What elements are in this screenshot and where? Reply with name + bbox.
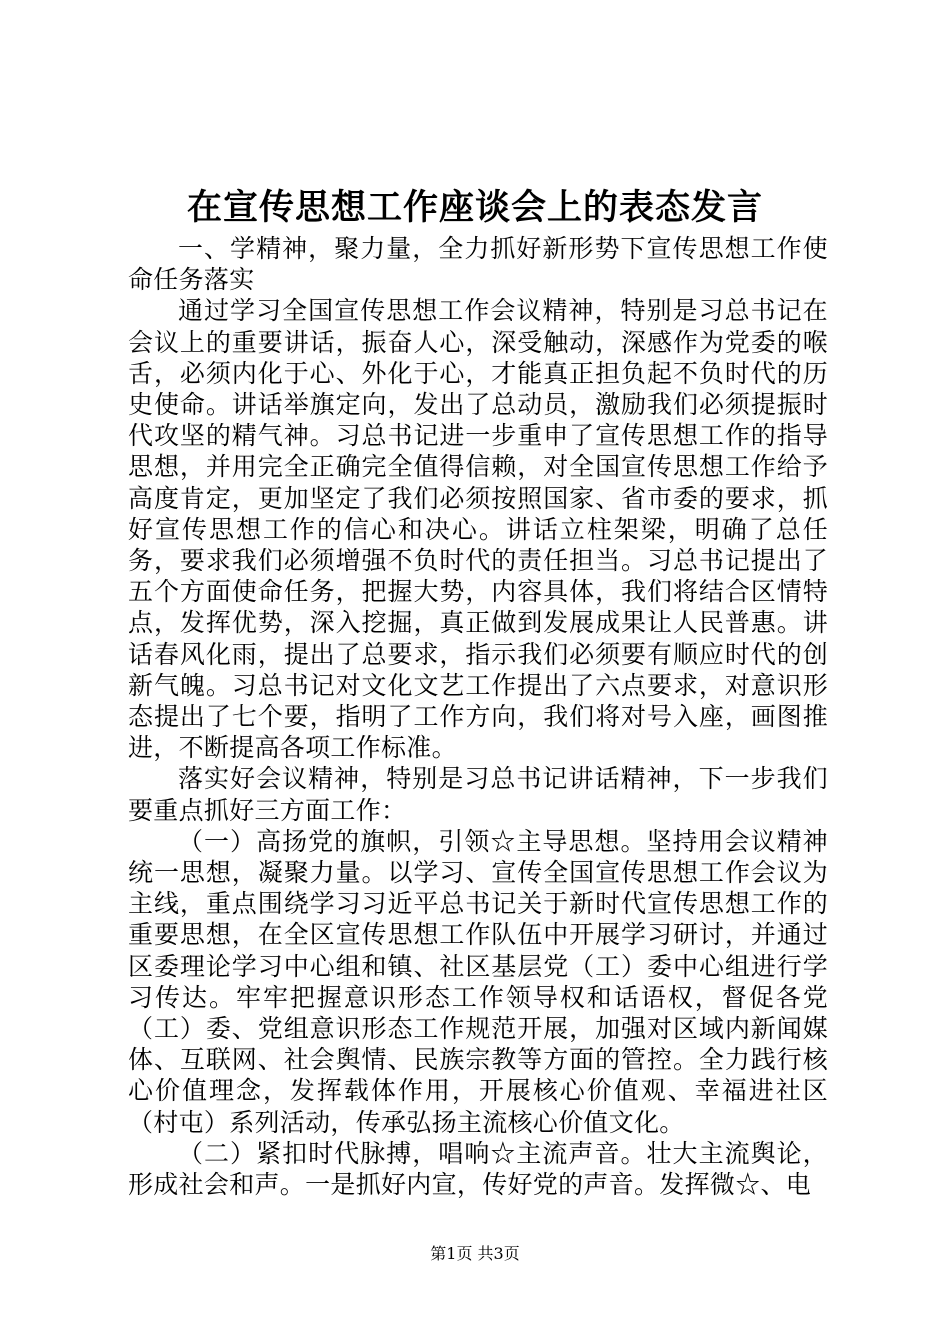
document-body <box>128 233 828 1200</box>
body-paragraph: （二）紧扣时代脉搏，唱响☆主流声音。壮大主流舆论，形成社会和声。一是抓好内宣，传好党的声音。发挥微☆、电 <box>128 1138 828 1200</box>
page-footer: 第1页 共3页 <box>430 1244 520 1263</box>
section-heading: 一、学精神，聚力量，全力抓好新形势下宣传思想工作使命任务落实 <box>128 234 828 295</box>
body-paragraph: 落实好会议精神，特别是习总书记讲话精神，下一步我们要重点抓好三方面工作： <box>128 764 828 825</box>
body-paragraph: 通过学习全国宣传思想工作会议精神，特别是习总书记在会议上的重要讲话，振奋人心，深受触动，深感作为党委的喉舌，必须内化于心、外化于心，才能真正担负起不负时代的历史使命。讲话举旗定向，发出了总动员，激励我们必须提振时代攻坚的精气神。习总书记进一步重申了宣传思想工作的指导思想，并用完全正确完全值得信赖，对全国宣传思想工作给予高度肯定，更加坚定了我们必须按照国家、省市委的要求，抓好宣传思想工作的信心和决心。讲话立柱架梁，明确了总任务，要求我们必须增强不负时代的责任担当。习总书记提出了五个方面使命任务，把握大势，内容具体，我们将结合区情特点，发挥优势，深入挖掘，真正做到发展成果让人民普惠。讲话春风化雨，提出了总要求，指示我们必须要有顺应时代的创新气魄。习总书记对文化文艺工作提出了六点要求，对意识形态提出了七个要，指明了工作方向，我们将对号入座，画图推进，不断提高各项工作标准。 <box>128 296 828 763</box>
body-paragraph: （一）高扬党的旗帜，引领☆主导思想。坚持用会议精神统一思想，凝聚力量。以学习、宣传全国宣传思想工作会议为主线，重点围绕学习习近平总书记关于新时代宣传思想工作的重要思想，在全区宣传思想工作队伍中开展学习研讨，并通过区委理论学习中心组和镇、社区基层党（工）委中心组进行学习传达。牢牢把握意识形态工作领导权和话语权，督促各党（工）委、党组意识形态工作规范开展，加强对区域内新闻媒体、互联网、社会舆情、民族宗教等方面的管控。全力践行核心价值理念，发挥载体作用，开展核心价值观、幸福进社区（村屯）系列活动，传承弘扬主流核心价值文化。 <box>128 826 828 1137</box>
document-title: 在宣传思想工作座谈会上的表态发言 <box>186 187 763 228</box>
